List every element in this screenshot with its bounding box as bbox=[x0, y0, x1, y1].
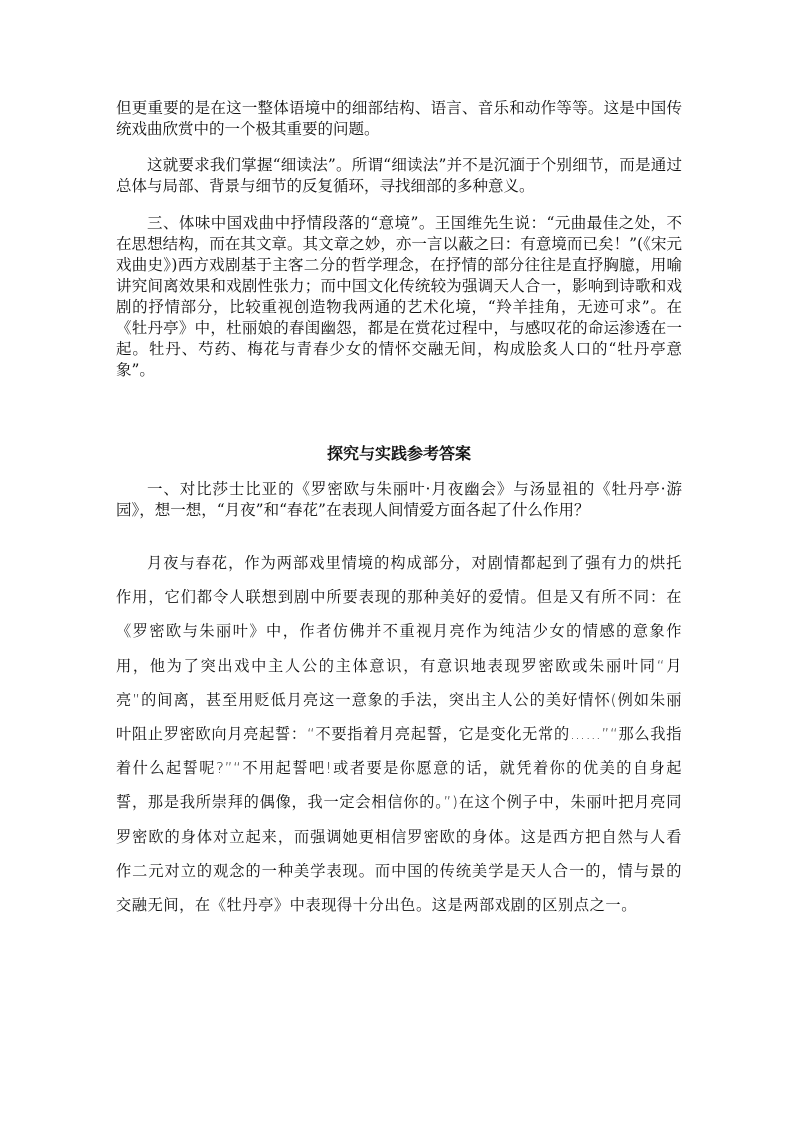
paragraph-close-reading: 这就要求我们掌握“细读法”。所谓“细读法”并不是沉湎于个别细节，而是通过总体与局部、背景与细节的反复循环，寻找细部的多种意义。 bbox=[116, 156, 682, 195]
question-one: 一、对比莎士比亚的《罗密欧与朱丽叶·月夜幽会》与汤显祖的《牡丹亭·游园》，想一想，“月夜”和“春花”在表现人间情爱方面各起了什么作用？ bbox=[116, 480, 682, 519]
section-heading: 探究与实践参考答案 bbox=[326, 444, 471, 463]
paragraph-fine-structure: 但更重要的是在这一整体语境中的细部结构、语言、音乐和动作等等。这是中国传统戏曲欣赏中的一个极其重要的问题。 bbox=[116, 99, 682, 138]
paragraph-yijing: 三、体味中国戏曲中抒情段落的“意境”。王国维先生说：“元曲最佳之处，不在思想结构，而在其文章。其文章之妙，亦一言以蔽之曰：有意境而已矣！”(《宋元戏曲史》)西方戏剧基于主客二分的哲学理念，在抒情的部分往往是直抒胸臆，用喻讲究间离效果和戏剧性张力；而中国文化传统较为强调天人合一，影响到诗歌和戏剧的抒情部分，比较重视创造物我两通的艺术化境，“羚羊挂角，无迹可求”。在《牡丹亭》中，杜丽娘的春闺幽怨，都是在赏花过程中，与感叹花的命运渗透在一起。牡丹、芍药、梅花与青春少女的情怀交融无间，构成脍炙人口的“牡丹亭意象”。 bbox=[116, 214, 682, 379]
answer-one: 月夜与春花，作为两部戏里情境的构成部分，对剧情都起到了强有力的烘托作用，它们都令人联想到剧中所要表现的那种美好的爱情。但是又有所不同：在《罗密欧与朱丽叶》中，作者仿佛并不重视月亮作为纯洁少女的情感的意象作用，他为了突出戏中主人公的主体意识，有意识地表现罗密欧或朱丽叶同“月亮”的间离，甚至用贬低月亮这一意象的手法，突出主人公的美好情怀(例如朱丽叶阻止罗密欧向月亮起誓：“不要指着月亮起誓，它是变化无常的……”“那么我指着什么起誓呢?”“不用起誓吧!或者要是你愿意的话，就凭着你的优美的自身起誓，那是我所崇拜的偶像，我一定会相信你的。”)在这个例子中，朱丽叶把月亮同罗密欧的身体对立起来，而强调她更相信罗密欧的身体。这是西方把自然与人看作二元对立的观念的一种美学表现。而中国的传统美学是天人合一的，情与景的交融无间，在《牡丹亭》中表现得十分出色。这是两部戏剧的区别点之一。 bbox=[116, 554, 682, 915]
